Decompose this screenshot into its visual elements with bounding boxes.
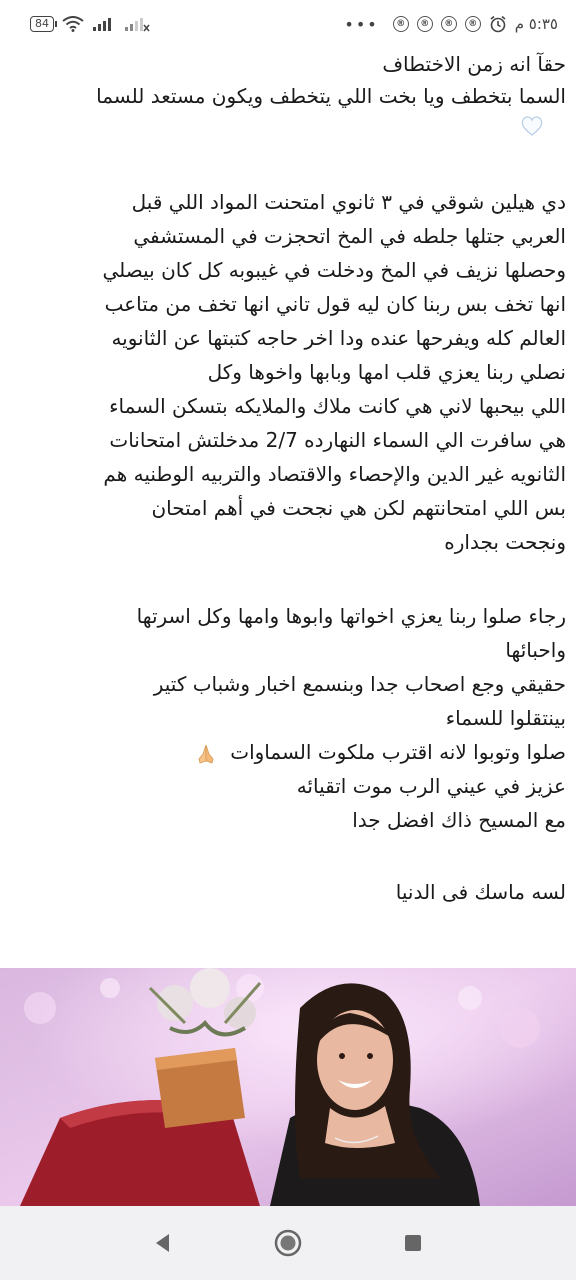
post-line: وحصلها نزيف في المخ ودخلت في غيبوبه كل كان بيصلي [102,258,566,282]
post-line: العالم كله ويفرحها عنده ودا اخر حاجه كتبتها عن الثانويه [111,326,566,350]
heart-line [10,113,566,147]
notification-icon-1: ® [393,16,409,32]
alarm-icon [489,15,507,33]
post-line: رجاء صلوا ربنا يعزي اخواتها وابوها وامها وكل اسرتها [136,604,566,628]
post-line: بينتقلوا للسماء [445,706,566,730]
post-line: العربي جتلها جلطه في المخ اتحجزت في المستشفي [133,224,566,248]
post-line: دي هيلين شوقي في ٣ ثانوي امتحنت المواد اللي قبل [131,190,566,214]
home-button[interactable] [268,1223,308,1263]
post-line: بس اللي امتحانتهم لكن هي نجحت في أهم امتحان [151,496,566,520]
home-circle-icon [273,1228,303,1258]
post-body [10,50,566,909]
post-line: صلوا وتوبوا لانه اقترب ملكوت السماوات [230,740,566,764]
post-line: اللي بيحبها لاني هي كانت ملاك والملايكه بتسكن السماء [109,394,566,418]
post-line: السما بتخطف ويا بخت اللي يتخطف ويكون مستعد للسما [96,84,566,108]
notification-icon-2: ® [417,16,433,32]
white-heart-icon [522,113,544,133]
post-line: ونجحت بجداره [444,530,566,554]
back-triangle-icon [152,1232,174,1254]
post-line: حقآ انه زمن الاختطاف [382,52,566,76]
post-line: عزيز في عيني الرب موت اتقيائه [296,774,566,798]
post-line: واحبائها [505,638,566,662]
wifi-icon [62,16,84,32]
recents-square-icon [402,1232,424,1254]
status-bar [0,0,576,48]
battery-icon [30,16,54,32]
clock: ٥:٣٥ م [514,15,558,33]
signal-2-icon [124,16,150,32]
back-button[interactable] [143,1223,183,1263]
status-right [344,15,558,34]
notification-icon-4: ® [465,16,481,32]
post-line: هي سافرت الي السماء النهارده 2/7 مدخلتش امتحانات [109,428,566,452]
post-line: نصلي ربنا يعزي قلب امها وبابها واخوها وكل [207,360,566,384]
post-line: لسه ماسك فى الدنيا [395,880,566,904]
status-left [30,16,150,32]
post-line: انها تخف بس ربنا كان ليه قول تاني انها تخف من متاعب [104,292,566,316]
post-line: مع المسيح ذاك افضل جدا [352,808,566,832]
post-line: الثانويه غير الدين والإحصاء والاقتصاد والتربيه الوطنيه هم [103,462,566,486]
post-line: حقيقي وجع اصحاب جدا وبنسمع اخبار وشباب كتير [153,672,566,696]
navigation-bar [0,1206,576,1280]
post-photo[interactable] [0,968,576,1206]
recents-button[interactable] [393,1223,433,1263]
notification-icon-3: ® [441,16,457,32]
more-notifications: ••• [344,14,379,34]
folded-hands-icon [194,742,218,766]
signal-icon [92,16,116,32]
photo-image [0,968,576,1206]
post-line-with-emoji [10,735,566,769]
battery-level: 84 [35,17,49,30]
